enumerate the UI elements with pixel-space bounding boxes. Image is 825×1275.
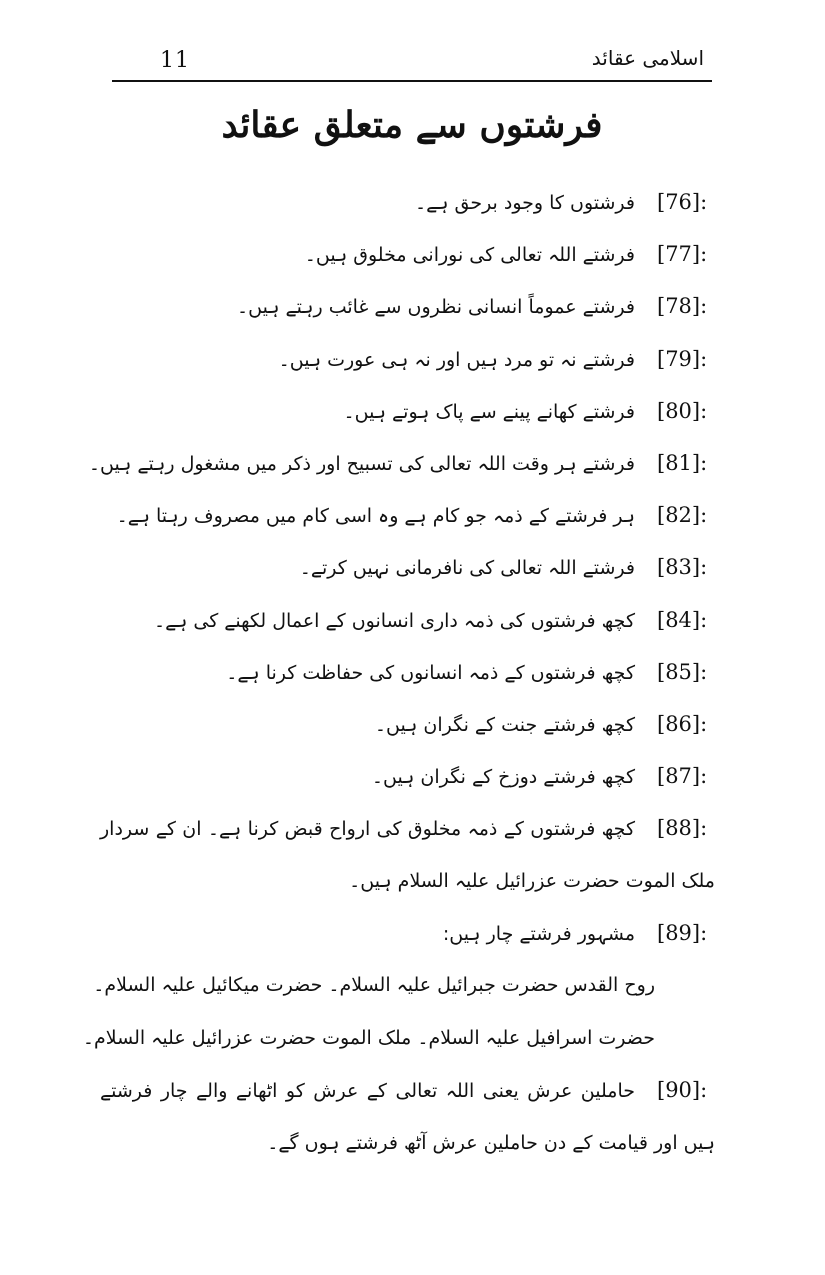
item-number: [88]: — [657, 816, 708, 841]
list-item — [100, 280, 715, 332]
item-text: فرشتے اللہ تعالی کی نورانی مخلوق ہیں۔ — [304, 244, 635, 267]
item-text: مشہور فرشتے چار ہیں: — [442, 923, 635, 946]
item-number: [89]: — [657, 921, 708, 946]
item-number: [78]: — [657, 294, 708, 319]
item-text: کچھ فرشتوں کے ذمہ انسانوں کی حفاظت کرنا ہے۔ — [226, 661, 635, 684]
list-item — [100, 385, 715, 437]
angel-names-line: روح القدس حضرت جبرائیل علیہ السلام۔ حضرت میکائیل علیہ السلام۔ — [93, 974, 655, 997]
beliefs-list — [82, 176, 715, 1169]
item-number: [77]: — [657, 242, 708, 267]
list-item — [100, 907, 715, 959]
angel-names-line: حضرت اسرافیل علیہ السلام۔ ملک الموت حضرت عزرائیل علیہ السلام۔ — [82, 1026, 655, 1049]
item-text: کچھ فرشتے جنت کے نگران ہیں۔ — [374, 713, 635, 736]
item-number: [86]: — [657, 711, 708, 736]
book-title: اسلامی عقائد — [591, 46, 704, 70]
item-number: [79]: — [657, 346, 708, 371]
item-text: کچھ فرشتے دوزخ کے نگران ہیں۔ — [371, 766, 635, 789]
item-number: [81]: — [657, 450, 708, 475]
list-item — [100, 750, 715, 802]
item-text: فرشتوں کا وجود برحق ہے۔ — [415, 192, 635, 214]
list-item — [100, 802, 715, 907]
list-item — [88, 437, 715, 489]
item-text: فرشتے نہ تو مرد ہیں اور نہ ہی عورت ہیں۔ — [278, 348, 635, 371]
page-number: 11 — [160, 48, 190, 73]
item-number: [84]: — [657, 607, 708, 632]
list-item — [100, 1064, 715, 1169]
item-number: [80]: — [657, 398, 708, 423]
list-item — [100, 541, 715, 593]
item-number: [87]: — [657, 764, 708, 789]
item-number: [90]: — [657, 1077, 708, 1102]
item-text: حاملین عرش یعنی اللہ تعالی کے عرش کو اٹھانے والے چار فرشتے ہیں اور قیامت کے دن حاملین عرش آٹھ فرشتے ہوں گے۔ — [100, 1079, 715, 1154]
item-text: فرشتے کھانے پینے سے پاک ہوتے ہیں۔ — [343, 400, 635, 423]
item-text: فرشتے ہر وقت اللہ تعالی کی تسبیح اور ذکر میں مشغول رہتے ہیں۔ — [88, 452, 635, 475]
item-number: [85]: — [657, 659, 708, 684]
item-text: کچھ فرشتوں کے ذمہ مخلوق کی ارواح قبض کرنا ہے۔ ان کے سردار ملک الموت حضرت عزرائیل علیہ السلام ہیں۔ — [100, 818, 715, 893]
list-item — [100, 333, 715, 385]
item-number: [82]: — [657, 503, 708, 528]
item-number: [76]: — [657, 190, 708, 214]
item-text: ہر فرشتے کے ذمہ جو کام ہے وہ اسی کام میں مصروف رہتا ہے۔ — [116, 505, 635, 528]
list-item — [100, 176, 715, 228]
list-item — [100, 646, 715, 698]
item-text: فرشتے اللہ تعالی کی نافرمانی نہیں کرتے۔ — [299, 557, 635, 580]
list-item — [100, 489, 715, 541]
page-header — [112, 40, 712, 82]
item-text: فرشتے عموماً انسانی نظروں سے غائب رہتے ہیں۔ — [236, 296, 635, 319]
item-text: کچھ فرشتوں کی ذمہ داری انسانوں کے اعمال لکھنے کی ہے۔ — [153, 609, 635, 632]
item-number: [83]: — [657, 555, 708, 580]
list-item — [100, 698, 715, 750]
chapter-title: فرشتوں سے متعلق عقائد — [221, 104, 603, 146]
list-item — [100, 594, 715, 646]
list-item — [100, 228, 715, 280]
